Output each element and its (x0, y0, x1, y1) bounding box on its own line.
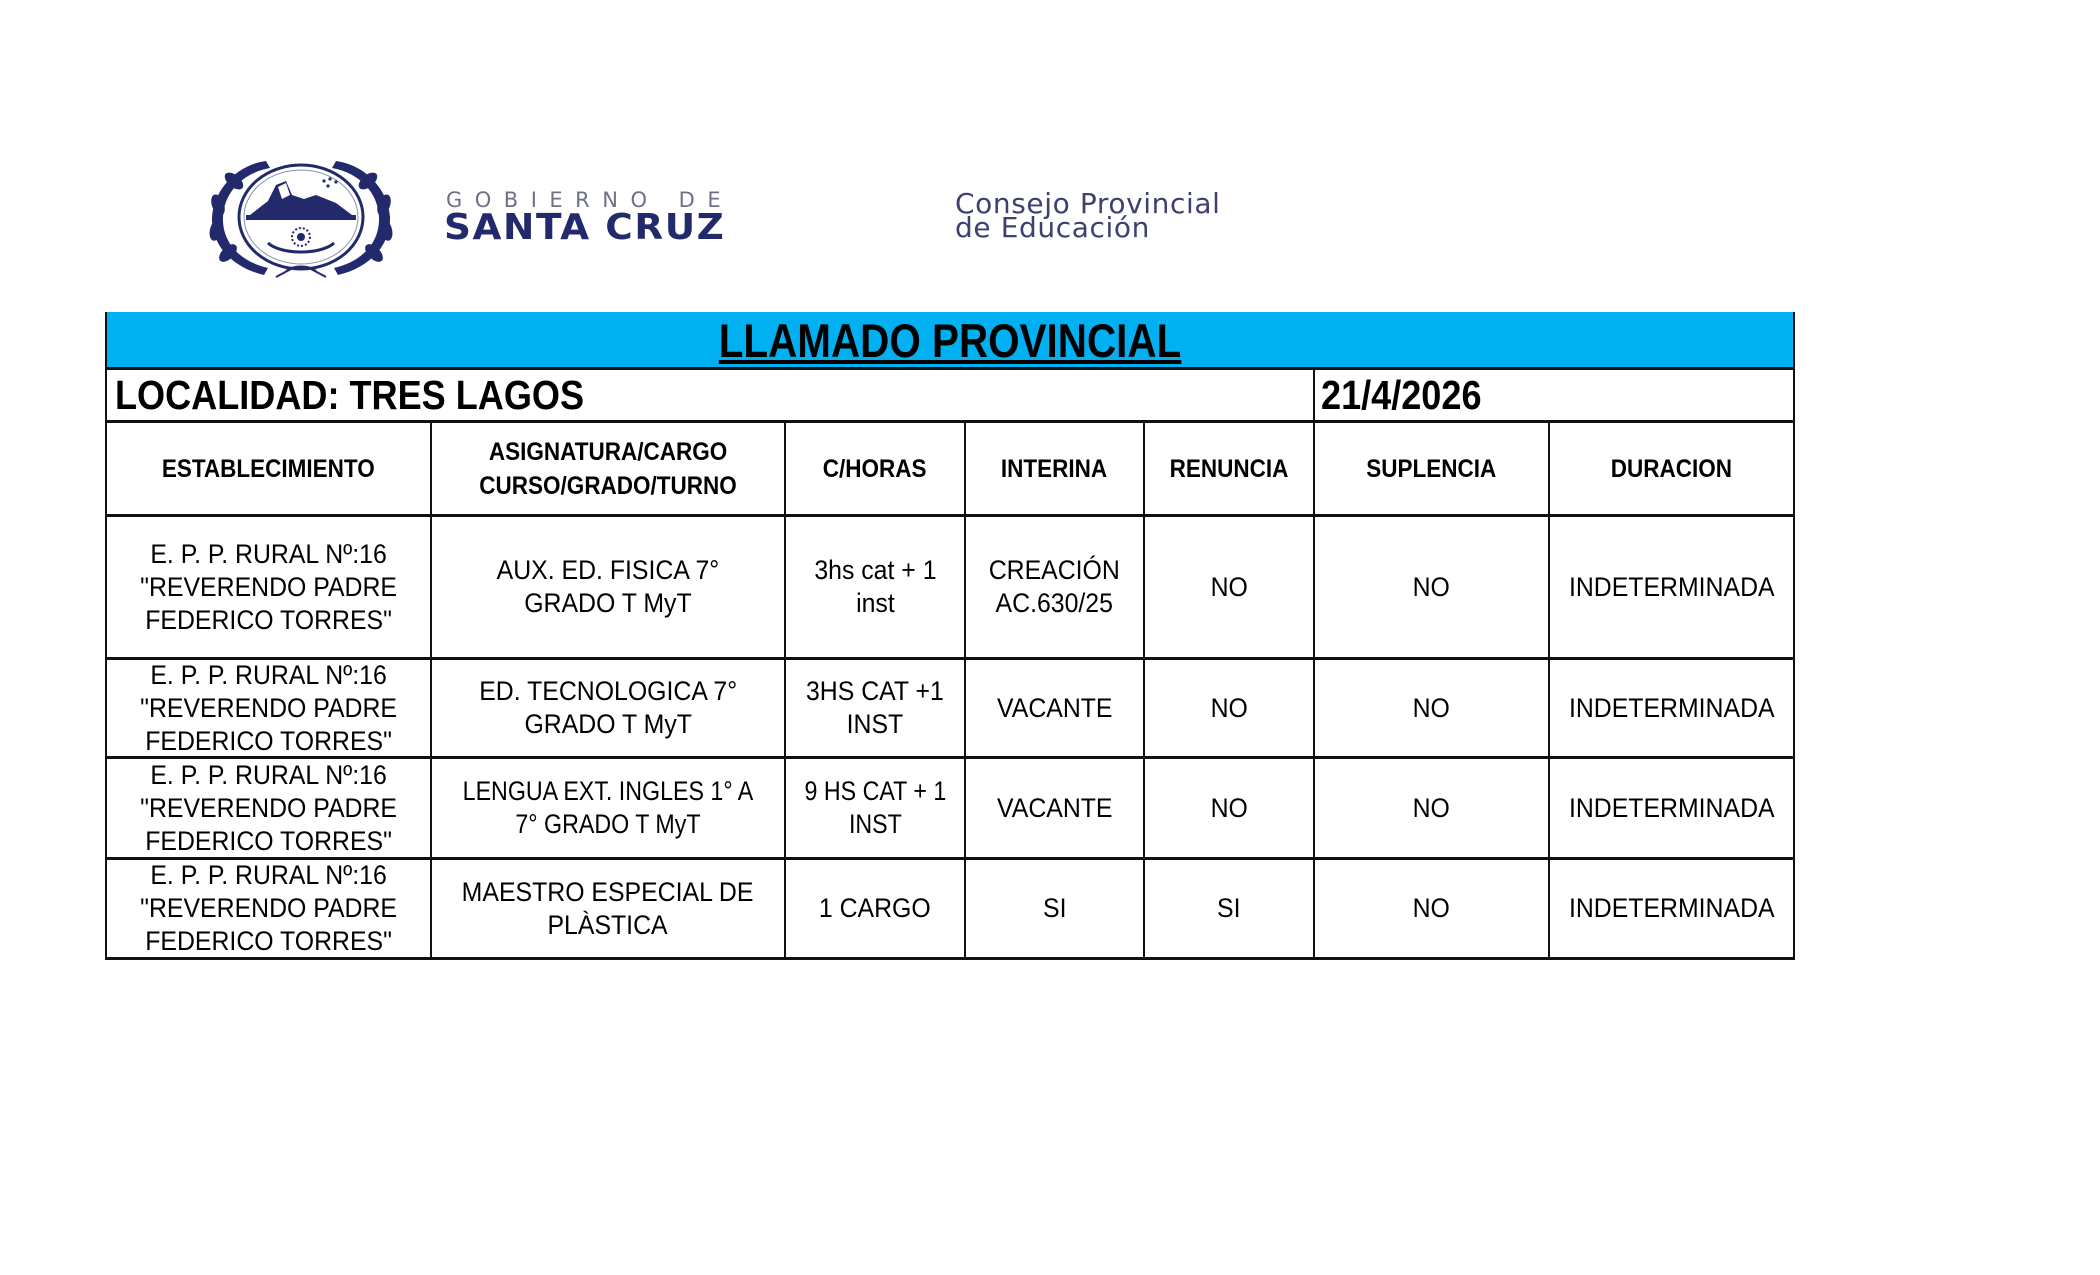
org-name-line2: de Educación (955, 211, 1150, 244)
table-header-row (105, 423, 1795, 517)
date-cell (1313, 370, 1795, 423)
cell-interina (964, 517, 1143, 660)
cell-interina (964, 759, 1143, 860)
cell-text: 3hs cat + 1 inst (813, 555, 937, 618)
cell-text: CREACIÓN AC.630/25 (988, 555, 1121, 618)
column-header-horas (784, 423, 964, 517)
column-header-label: INTERINA (1001, 454, 1108, 483)
cell-text: ED. TECNOLOGICA 7° GRADO T MyT (479, 676, 737, 739)
cell-text: SI (1042, 893, 1067, 923)
cell-text: NO (1412, 571, 1451, 602)
letterhead (0, 0, 2100, 300)
cell-horas (784, 517, 964, 660)
cell-text: NO (1412, 893, 1451, 923)
coat-of-arms-icon (206, 155, 396, 280)
table-row (105, 860, 1795, 960)
cell-text: SI (1217, 893, 1241, 923)
cell-duracion (1548, 517, 1795, 660)
column-header-label: SUPLENCIA (1366, 454, 1497, 483)
cell-text: E. P. P. RURAL Nº:16 "REVERENDO PADRE FEDERICO TORRES" (140, 759, 397, 856)
cell-text: 9 HS CAT + 1 INST (804, 776, 946, 839)
locality-label: LOCALIDAD: TRES LAGOS (115, 372, 585, 418)
cell-establecimiento (105, 860, 430, 960)
logo-line-gobierno: GOBIERNO DE (446, 188, 734, 212)
cell-text: INDETERMINADA (1568, 571, 1775, 602)
cell-text: 3HS CAT +1 INST (806, 676, 944, 739)
locality-row (105, 370, 1795, 423)
cell-establecimiento (105, 759, 430, 860)
column-header-asignatura (430, 423, 784, 517)
cell-text: NO (1210, 692, 1248, 723)
cell-text: LENGUA EXT. INGLES 1° A 7° GRADO T MyT (462, 776, 754, 839)
org-name-line1: Consejo Provincial (955, 187, 1221, 220)
cell-asignatura (430, 660, 784, 759)
cell-suplencia (1313, 759, 1548, 860)
title-band (105, 312, 1795, 370)
cell-renuncia (1143, 660, 1313, 759)
cell-horas (784, 860, 964, 960)
cell-text: INDETERMINADA (1568, 792, 1775, 823)
cell-duracion (1548, 759, 1795, 860)
cell-renuncia (1143, 759, 1313, 860)
logo-line-santa-cruz: SANTA CRUZ (444, 207, 726, 248)
table-row (105, 517, 1795, 660)
cell-text: E. P. P. RURAL Nº:16 "REVERENDO PADRE FEDERICO TORRES" (140, 860, 397, 956)
column-header-label: ESTABLECIMIENTO (162, 454, 375, 483)
cell-interina (964, 660, 1143, 759)
table-row (105, 759, 1795, 860)
cell-interina (964, 860, 1143, 960)
cell-text: NO (1412, 792, 1451, 823)
cell-text: MAESTRO ESPECIAL DE PLÀSTICA (462, 876, 754, 940)
call-date: 21/4/2026 (1321, 372, 1482, 418)
cell-text: INDETERMINADA (1568, 893, 1775, 923)
cell-suplencia (1313, 660, 1548, 759)
column-header-label: RENUNCIA (1169, 454, 1289, 483)
cell-text: NO (1210, 571, 1248, 602)
call-table (105, 312, 1795, 960)
column-header-establecimiento (105, 423, 430, 517)
cell-text: VACANTE (996, 692, 1113, 723)
cell-asignatura (430, 759, 784, 860)
cell-asignatura (430, 517, 784, 660)
cell-duracion (1548, 660, 1795, 759)
cell-renuncia (1143, 517, 1313, 660)
column-header-suplencia (1313, 423, 1548, 517)
cell-text: E. P. P. RURAL Nº:16 "REVERENDO PADRE FEDERICO TORRES" (140, 660, 397, 756)
column-header-duracion (1548, 423, 1795, 517)
cell-duracion (1548, 860, 1795, 960)
cell-suplencia (1313, 860, 1548, 960)
column-header-interina (964, 423, 1143, 517)
cell-suplencia (1313, 517, 1548, 660)
sheet-title: LLAMADO PROVINCIAL (718, 314, 1182, 367)
cell-horas (784, 660, 964, 759)
locality-cell (105, 370, 1313, 423)
cell-text: INDETERMINADA (1568, 692, 1775, 723)
column-header-label: DURACION (1610, 454, 1733, 483)
cell-text: E. P. P. RURAL Nº:16 "REVERENDO PADRE FEDERICO TORRES" (140, 538, 397, 635)
cell-establecimiento (105, 660, 430, 759)
cell-renuncia (1143, 860, 1313, 960)
cell-establecimiento (105, 517, 430, 660)
cell-horas (784, 759, 964, 860)
cell-text: VACANTE (996, 792, 1113, 823)
cell-text: NO (1210, 792, 1248, 823)
cell-asignatura (430, 860, 784, 960)
table-row (105, 660, 1795, 759)
column-header-label: ASIGNATURA/CARGO CURSO/GRADO/TURNO (479, 437, 737, 500)
cell-text: 1 CARGO (819, 893, 931, 923)
cell-text: AUX. ED. FISICA 7° GRADO T MyT (496, 555, 720, 618)
column-header-label: C/HORAS (823, 454, 927, 483)
cell-text: NO (1412, 692, 1451, 723)
column-header-renuncia (1143, 423, 1313, 517)
